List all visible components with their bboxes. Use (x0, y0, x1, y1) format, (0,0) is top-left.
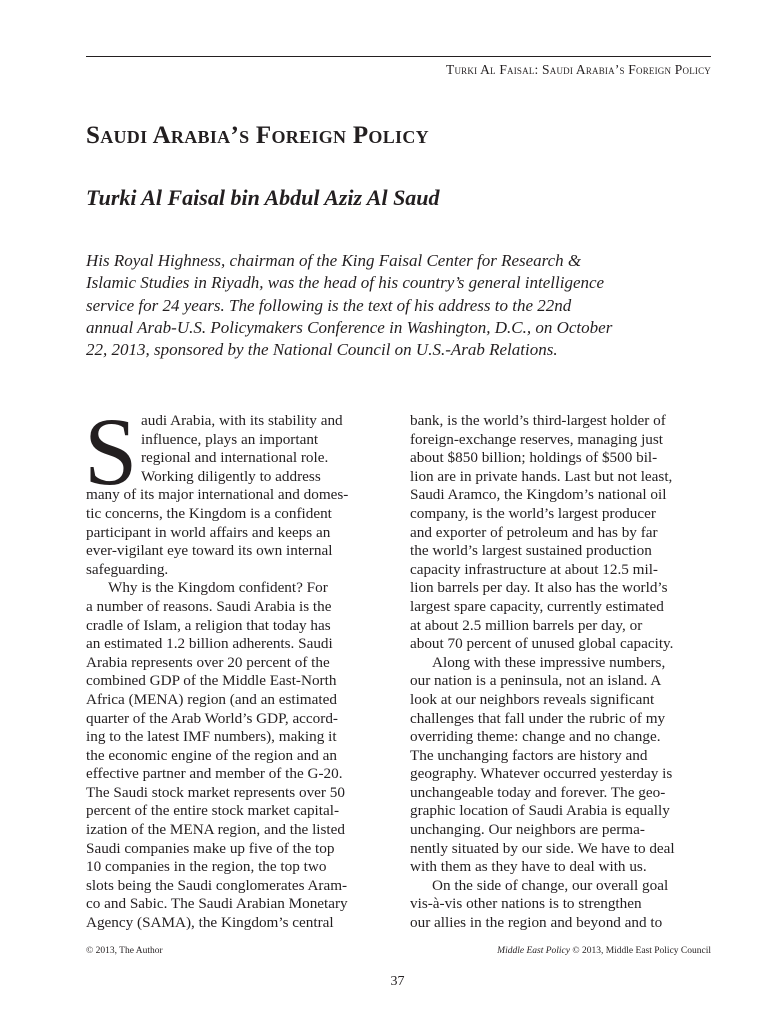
footer-copyright-journal (497, 946, 711, 956)
body-line: our nation is a peninsula, not an island. A (410, 672, 662, 690)
body-line: about 70 percent of unused global capacity. (410, 635, 674, 653)
journal-copyright: © 2013, Middle East Policy Council (569, 946, 711, 956)
article-title: Saudi Arabia’s Foreign Policy (86, 122, 429, 149)
header-rule (86, 56, 711, 57)
body-line: On the side of change, our overall goal (432, 876, 669, 894)
abstract-line: annual Arab-U.S. Policymakers Conference in Washington, D.C., on October (86, 317, 613, 337)
body-line: participant in world affairs and keeps an (86, 523, 331, 541)
article-abstract (86, 250, 726, 361)
body-line: tic concerns, the Kingdom is a confident (86, 504, 332, 522)
body-line: ization of the MENA region, and the listed (86, 821, 345, 839)
body-line: overriding theme: change and no change. (410, 728, 661, 746)
page-number: 37 (390, 974, 405, 989)
abstract-line: His Royal Highness, chairman of the King Faisal Center for Research & (86, 251, 582, 270)
body-line: at about 2.5 million barrels per day, or (410, 616, 643, 634)
body-column-left (86, 412, 386, 933)
body-line: unchanging. Our neighbors are perma- (410, 821, 645, 839)
body-line: many of its major international and domes- (86, 486, 349, 504)
body-line: Along with these impressive numbers, (432, 653, 666, 671)
body-line: look at our neighbors reveals significant (410, 690, 655, 708)
body-line: Why is the Kingdom confident? For (108, 579, 328, 597)
drop-cap: S (84, 398, 138, 505)
body-line: slots being the Saudi conglomerates Aram- (86, 876, 348, 894)
body-line: safeguarding. (86, 560, 169, 578)
article-author: Turki Al Faisal bin Abdul Aziz Al Saud (86, 185, 440, 210)
body-line: lion barrels per day. It also has the world’s (410, 579, 668, 597)
abstract-line: service for 24 years. The following is the text of his address to the 22nd (86, 295, 572, 315)
body-line: vis-à-vis other nations is to strengthen (410, 895, 642, 913)
body-line: a number of reasons. Saudi Arabia is the (86, 597, 332, 615)
abstract-line: Islamic Studies in Riyadh, was the head of his country’s general intelligence (86, 273, 605, 293)
body-line: Arabia represents over 20 percent of the (86, 653, 330, 671)
body-line: Saudi Aramco, the Kingdom’s national oil (410, 486, 667, 504)
body-line: bank, is the world’s third-largest holder of (410, 412, 666, 429)
body-line: about $850 billion; holdings of $500 bil- (410, 449, 658, 467)
body-line: audi Arabia, with its stability and (141, 412, 343, 429)
body-line: and exporter of petroleum and has by far (410, 523, 658, 541)
body-line: the economic engine of the region and an (86, 746, 337, 764)
body-line: an estimated 1.2 billion adherents. Saudi (86, 635, 333, 653)
body-line: regional and international role. (141, 449, 329, 467)
body-line: with them as they have to deal with us. (410, 858, 647, 876)
body-line: influence, plays an important (141, 430, 319, 448)
body-line: ing to the latest IMF numbers), making it (86, 728, 337, 746)
body-line: company, is the world’s largest producer (410, 504, 656, 522)
body-line: our allies in the region and beyond and to (410, 914, 663, 932)
body-line: unchangeable today and forever. The geo- (410, 783, 666, 801)
body-line: nently situated by our side. We have to deal (410, 839, 675, 857)
body-line: The Saudi stock market represents over 50 (86, 783, 345, 801)
body-line: challenges that fall under the rubric of my (410, 709, 666, 727)
body-line: effective partner and member of the G-20. (86, 765, 343, 783)
body-line: capacity infrastructure at about 12.5 mil- (410, 560, 658, 578)
body-line: Africa (MENA) region (and an estimated (86, 690, 337, 708)
body-line: Agency (SAMA), the Kingdom’s central (86, 914, 334, 932)
body-line: geography. Whatever occurred yesterday is (410, 765, 673, 783)
body-line: 10 companies in the region, the top two (86, 858, 327, 876)
body-line: percent of the entire stock market capital- (86, 802, 340, 820)
body-line: quarter of the Arab World’s GDP, accord- (86, 709, 338, 727)
body-line: Saudi companies make up five of the top (86, 839, 335, 857)
body-line: co and Sabic. The Saudi Arabian Monetary (86, 895, 348, 913)
body-line: largest spare capacity, currently estimated (410, 597, 664, 615)
body-line: ever-vigilant eye toward its own internal (86, 542, 333, 560)
body-line: the world’s largest sustained production (410, 542, 652, 560)
body-line: foreign-exchange reserves, managing just (410, 430, 664, 448)
body-column-right (410, 412, 720, 933)
body-line: graphic location of Saudi Arabia is equally (410, 802, 670, 820)
body-line: Working diligently to address (141, 467, 321, 485)
abstract-line: 22, 2013, sponsored by the National Council on U.S.-Arab Relations. (86, 340, 558, 360)
footer-copyright-author: © 2013, The Author (86, 946, 163, 956)
body-line: lion are in private hands. Last but not least, (410, 467, 673, 485)
running-head: Turki Al Faisal: Saudi Arabia’s Foreign Policy (446, 62, 711, 77)
body-line: combined GDP of the Middle East-North (86, 672, 337, 690)
journal-name: Middle East Policy (497, 946, 570, 956)
body-line: The unchanging factors are history and (410, 746, 648, 764)
body-line: cradle of Islam, a religion that today has (86, 616, 331, 634)
